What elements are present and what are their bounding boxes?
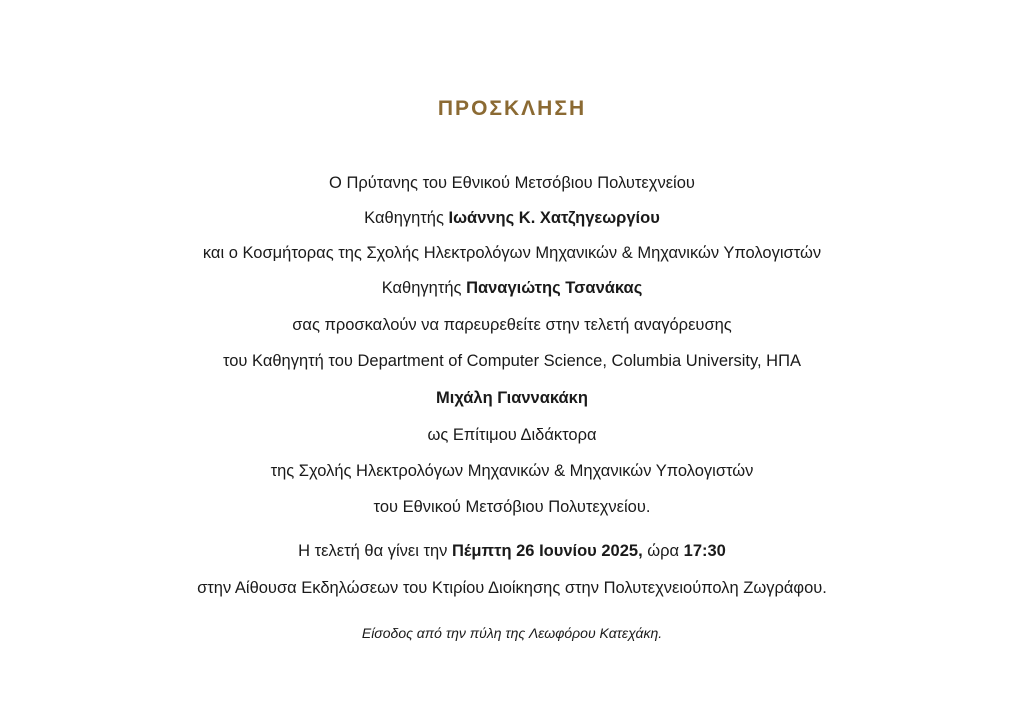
entrance-note: Είσοδος από την πύλη της Λεωφόρου Κατεχάκη. xyxy=(361,625,663,641)
honoree-affiliation-line xyxy=(0,350,1024,372)
rector-name: Ιωάννης Κ. Χατζηγεωργίου xyxy=(448,209,660,227)
dean-name: Παναγιώτης Τσανάκας xyxy=(466,279,643,297)
honoree-name-line xyxy=(0,387,1024,409)
school-text: της Σχολής Ηλεκτρολόγων Μηχανικών & Μηχανικών Υπολογιστών xyxy=(270,462,754,480)
dean-name-line xyxy=(0,277,1024,299)
invite-text: σας προσκαλούν να παρευρεθείτε στην τελετή αναγόρευσης xyxy=(292,316,732,334)
honor-line xyxy=(0,424,1024,446)
rector-name-line xyxy=(0,207,1024,229)
venue-text: στην Αίθουσα Εκδηλώσεων του Κτιρίου Διοίκησης στην Πολυτεχνειούπολη Ζωγράφου. xyxy=(197,579,827,597)
honoree-name: Μιχάλη Γιαννακάκη xyxy=(436,389,588,407)
school-line xyxy=(0,460,1024,482)
honoree-affiliation: του Καθηγητή του Department of Computer Science, Columbia University, ΗΠΑ xyxy=(222,352,802,370)
ceremony-time: 17:30 xyxy=(683,542,726,560)
dean-line xyxy=(0,242,1024,264)
university-text: του Εθνικού Μετσόβιου Πολυτεχνείου. xyxy=(373,498,651,516)
dean-text: και ο Κοσμήτορας της Σχολής Ηλεκτρολόγων Μηχανικών & Μηχανικών Υπολογιστών xyxy=(202,244,822,262)
university-line xyxy=(0,496,1024,518)
ceremony-date: Πέμπτη 26 Ιουνίου 2025, xyxy=(452,542,643,560)
ceremony-prefix: Η τελετή θα γίνει την xyxy=(298,542,453,560)
ceremony-time-label: ώρα xyxy=(642,542,684,560)
ceremony-date-line xyxy=(0,540,1024,562)
rector-title: Καθηγητής xyxy=(364,209,449,227)
invitation-title: ΠΡΟΣΚΛΗΣΗ xyxy=(437,97,587,120)
rector-line xyxy=(0,172,1024,194)
honor-text: ως Επίτιμου Διδάκτορα xyxy=(427,426,597,444)
venue-line xyxy=(0,577,1024,599)
rector-text: Ο Πρύτανης του Εθνικού Μετσόβιου Πολυτεχνείου xyxy=(329,174,695,192)
dean-title: Καθηγητής xyxy=(381,279,467,297)
invite-line xyxy=(0,314,1024,336)
